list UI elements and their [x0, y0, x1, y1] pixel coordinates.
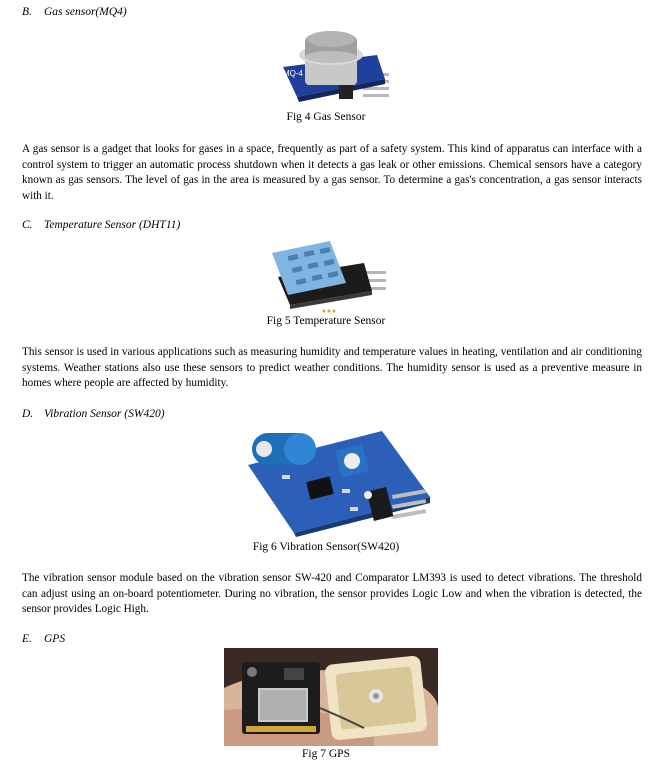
- gas-sensor-image: [277, 27, 393, 103]
- figure-caption-gas-sensor: Fig 4 Gas Sensor: [286, 111, 366, 123]
- section-title: Vibration Sensor (SW420): [44, 408, 165, 420]
- vibration-sensor-image: [242, 425, 434, 537]
- section-letter: B.: [22, 6, 32, 18]
- paragraph-temperature-sensor: This sensor is used in various applications such as measuring humidity and temperature values in heating, ventilation and air conditioning systems. Weather stations also use these sensors to predict weather conditions. The humidity sensor is used as a preventive measure in homes where people are affected by humidity.: [22, 346, 642, 389]
- gas-sensor-model-label: MQ-4: [283, 69, 303, 78]
- section-letter: C.: [22, 219, 33, 231]
- section-heading-gas-sensor: [22, 6, 127, 18]
- figure-caption-gps: Fig 7 GPS: [302, 748, 350, 760]
- section-heading-gps: [22, 633, 65, 645]
- paragraph-gas-sensor: A gas sensor is a gadget that looks for gases in a space, frequently as part of a safety system. This kind of apparatus can interface with a control system to trigger an automatic process shutdown when it detects a gas leak or other emissions. Chemical sensors have a category known as gas sensors. The level of gas in the area is measured by a gas sensor. To determine a gas's concentration, a gas sensor interacts with it.: [22, 143, 642, 202]
- section-heading-temperature-sensor: [22, 219, 180, 231]
- figure-caption-vibration-sensor: Fig 6 Vibration Sensor(SW420): [252, 541, 400, 553]
- section-title: GPS: [44, 633, 66, 645]
- section-title: Temperature Sensor (DHT11): [44, 219, 181, 231]
- temperature-sensor-image: [268, 239, 390, 313]
- figure-caption-temperature-sensor: Fig 5 Temperature Sensor: [266, 315, 386, 327]
- section-letter: E.: [22, 633, 32, 645]
- section-heading-vibration-sensor: [22, 408, 165, 420]
- section-title: Gas sensor(MQ4): [44, 6, 127, 18]
- paragraph-vibration-sensor: The vibration sensor module based on the vibration sensor SW-420 and Comparator LM393 is used to detect vibrations. The threshold can adjust using an on-board potentiometer. During no vibration, the sensor provides Logic Low and when the vibration is detected, the sensor provides Logic High.: [22, 572, 642, 615]
- section-letter: D.: [22, 408, 34, 420]
- gps-module-image: [224, 648, 438, 746]
